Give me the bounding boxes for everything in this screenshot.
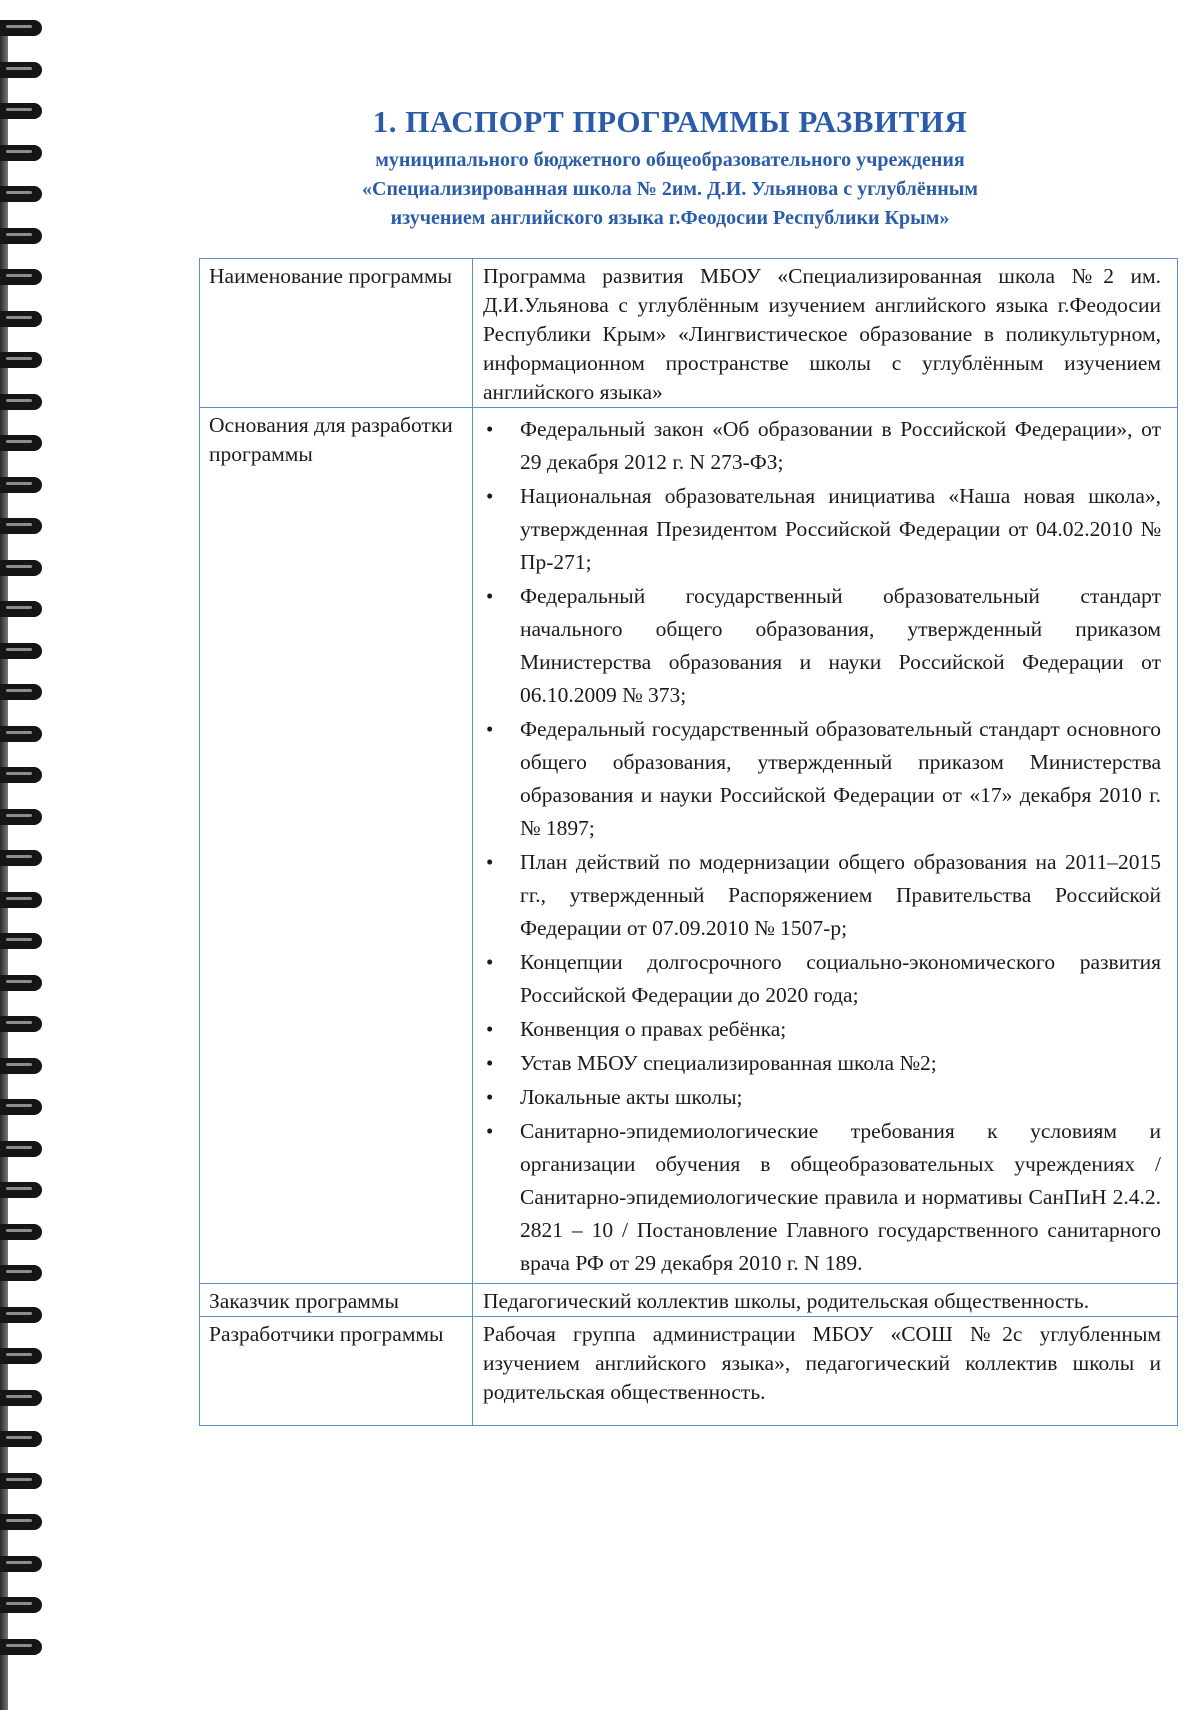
row-label: Заказчик программы: [200, 1284, 473, 1317]
row-value: Рабочая группа администрации МБОУ «СОШ №2с углубленным изучением английского языка», педагогический коллектив школы и родительская общественность.: [473, 1317, 1178, 1426]
list-item: • Концепции долгосрочного социально-экономического развития Российской Федерации до 2020 года;: [483, 946, 1161, 1012]
table-row-program-name: [200, 259, 1178, 408]
binding-ring: [0, 892, 42, 908]
list-item: • Конвенция о правах ребёнка;: [483, 1013, 1161, 1046]
list-item: • Национальная образовательная инициатива «Наша новая школа», утвержденная Президентом Российской Федерации от 04.02.2010 № Пр-271;: [483, 480, 1161, 579]
binding-ring: [0, 1058, 42, 1074]
binding-ring: [0, 20, 42, 36]
basis-list: [483, 411, 1161, 1283]
binding-ring: [0, 269, 42, 285]
binding-ring: [0, 767, 42, 783]
subtitle-line-2: «Специализированная школа № 2им. Д.И. Ульянова с углублённым: [362, 178, 978, 200]
binding-ring: [0, 1099, 42, 1115]
binding-ring: [0, 1390, 42, 1406]
table-row-basis: [200, 408, 1178, 1284]
list-item: • Федеральный государственный образовательный стандарт начального общего образования, утвержденный приказом Министерства образования и науки Российской Федерации от 06.10.2009 № 373;: [483, 580, 1161, 712]
binding-ring: [0, 726, 42, 742]
binding-ring: [0, 352, 42, 368]
binding-ring: [0, 186, 42, 202]
binding-ring: [0, 1016, 42, 1032]
binding-ring: [0, 1597, 42, 1613]
list-item: • Федеральный закон «Об образовании в Российской Федерации», от 29 декабря 2012 г. N 273-ФЗ;: [483, 413, 1161, 479]
binding-ring: [0, 809, 42, 825]
binding-ring: [0, 1514, 42, 1530]
row-label: Основания для разработки программы: [200, 408, 473, 1284]
row-value: Педагогический коллектив школы, родительская общественность.: [473, 1284, 1178, 1317]
page-title: 1. ПАСПОРТ ПРОГРАММЫ РАЗВИТИЯ: [372, 104, 968, 139]
subtitle-line-1: муниципального бюджетного общеобразовательного учреждения: [375, 149, 965, 171]
row-label: Наименование программы: [200, 259, 473, 408]
table-row-customer: [200, 1284, 1178, 1317]
binding-ring: [0, 311, 42, 327]
binding-ring: [0, 684, 42, 700]
binding-ring: [0, 1431, 42, 1447]
binding-ring: [0, 103, 42, 119]
binding-ring: [0, 1348, 42, 1364]
row-label: Разработчики программы: [200, 1317, 473, 1426]
binding-ring: [0, 933, 42, 949]
list-item: • Федеральный государственный образовательный стандарт основного общего образования, утвержденный приказом Министерства образования и науки Российской Федерации от «17» декабря 2010 г. № 1897;: [483, 713, 1161, 845]
row-value: [473, 408, 1178, 1284]
binding-ring: [0, 62, 42, 78]
binding-ring: [0, 975, 42, 991]
binding-ring: [0, 1556, 42, 1572]
binding-ring: [0, 518, 42, 534]
binding-ring: [0, 1224, 42, 1240]
passport-table: [199, 258, 1178, 1426]
binding-ring: [0, 643, 42, 659]
list-item: • Локальные акты школы;: [483, 1081, 1161, 1114]
spiral-binding: [0, 20, 80, 1710]
binding-ring: [0, 1182, 42, 1198]
binding-ring: [0, 145, 42, 161]
table-row-developers: [200, 1317, 1178, 1426]
binding-ring: [0, 1473, 42, 1489]
binding-ring: [0, 560, 42, 576]
row-value: Программа развития МБОУ «Специализированная школа №2 им. Д.И.Ульянова с углублённым изучением английского языка г.Феодосии Республики Крым» «Лингвистическое образование в поликультурном, информационном пространстве школы с углублённым изучением английского языка»: [473, 259, 1178, 408]
binding-ring: [0, 850, 42, 866]
binding-ring: [0, 1141, 42, 1157]
binding-ring: [0, 477, 42, 493]
list-item: • План действий по модернизации общего образования на 2011–2015 гг., утвержденный Распоряжением Правительства Российской Федерации от 07.09.2010 № 1507-р;: [483, 846, 1161, 945]
list-item: • Санитарно-эпидемиологические требования к условиям и организации обучения в общеобразовательных учреждениях /Санитарно-эпидемиологические правила и нормативы СанПиН 2.4.2. 2821 – 10 / Постановление Главного государственного санитарного врача РФ от 29 декабря 2010 г. N 189.: [483, 1115, 1161, 1280]
binding-ring: [0, 435, 42, 451]
binding-ring: [0, 1265, 42, 1281]
subtitle-line-3: изучением английского языка г.Феодосии Республики Крым»: [390, 207, 950, 229]
binding-ring: [0, 1307, 42, 1323]
binding-ring: [0, 1639, 42, 1655]
binding-ring: [0, 394, 42, 410]
list-item: • Устав МБОУ специализированная школа №2;: [483, 1047, 1161, 1080]
binding-ring: [0, 601, 42, 617]
binding-ring: [0, 228, 42, 244]
